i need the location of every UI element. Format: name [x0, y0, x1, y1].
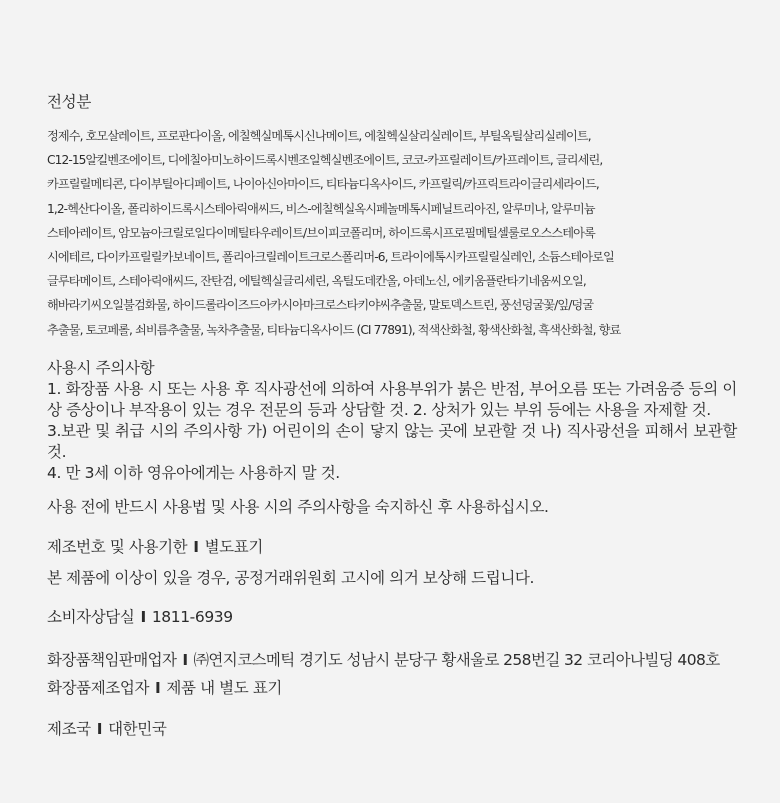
mfg-value: 별도표기: [204, 537, 263, 556]
ingredients-line: 카프릴릴메티콘, 다이부틸아디페이트, 나이아신아마이드, 티타늄디옥사이드, 카프릴릭/카프릭트라이글리세라이드,: [47, 177, 599, 192]
ingredients-line: 해바라기씨오일불검화물, 하이드롤라이즈드아카시아마크로스타키야씨추출물, 말토덱스트린, 풍선덩굴꽃/잎/덩굴: [47, 298, 594, 313]
consumer-phone: 1811-6939: [151, 607, 233, 626]
seller-label: 화장품책임판매업자: [47, 650, 177, 669]
country-of-origin: [47, 719, 766, 740]
ingredients-line: 스테아레이트, 암모늄아크릴로일다이메틸타우레이트/브이피코폴리머, 하이드록시프로필메틸셀룰로오스스테아록: [47, 225, 595, 240]
usage-notice: 사용 전에 반드시 사용법 및 사용 시의 주의사항을 숙지하신 후 사용하십시오.: [47, 497, 549, 516]
caution-title: 사용시 주의사항: [47, 358, 155, 377]
mfg-label: 제조번호 및 사용기한: [47, 537, 188, 556]
ingredients-line: C12-15알킬벤조에이트, 디에칠아미노하이드록시벤조일헥실벤조에이트, 코코-카프릴레이트/카프레이트, 글리세린,: [47, 153, 603, 168]
separator: I: [140, 607, 146, 626]
separator: I: [96, 719, 103, 738]
origin-label: 제조국: [47, 719, 91, 738]
mfg-number-expiry: [47, 537, 766, 558]
separator: I: [182, 650, 188, 669]
ingredients-line: 글루타메이트, 스테아릭애씨드, 잔탄검, 에틸헥실글리세린, 옥틸도데칸올, 아데노신, 에키움플란타기네움씨오일,: [47, 274, 586, 289]
ingredients-line: 시에테르, 다이카프릴릴카보네이트, 폴리아크릴레이트크로스폴리머-6, 트라이에톡시카프릴릴실레인, 소듐스테아로일: [47, 249, 614, 264]
manufacturer: [47, 678, 766, 698]
seller-value: ㈜연지코스메틱 경기도 성남시 분당구 황새울로 258번길 32 코리아나빌딩 408호: [193, 650, 720, 669]
caution-item: 1. 화장품 사용 시 또는 사용 후 직사광선에 의하여 사용부위가 붉은 반점, 부어오름 또는 가려움증 등의 이상 증상이나 부작용이 있는 경우 전문의 등과 상담할 것. 2. 상처가 있는 부위 등에는 사용을 자제할 것.: [47, 379, 737, 419]
ingredients-line: 정제수, 호모살레이트, 프로판다이올, 에칠헥실메톡시신나메이트, 에칠헥실살리실레이트, 부틸옥틸살리실레이트,: [47, 129, 591, 143]
maker-label: 화장품제조업자: [47, 678, 150, 697]
origin-value: 대한민국: [108, 719, 167, 738]
consumer-center-label: 소비자상담실: [47, 607, 135, 626]
maker-value: 제품 내 별도 표기: [166, 678, 282, 697]
responsible-seller: [47, 650, 747, 670]
consumer-center: [47, 607, 766, 628]
separator: I: [155, 678, 161, 697]
ingredients-title: 전성분: [47, 93, 92, 111]
caution-item: 4. 만 3세 이하 영유아에게는 사용하지 말 것.: [47, 463, 340, 482]
ingredients-line: 1,2-헥산다이올, 폴리하이드록시스테아릭애씨드, 비스-에칠헥실옥시페놀메톡시페닐트리아진, 알루미나, 알루미늄: [47, 201, 595, 216]
ingredients-line: 추출물, 토코페롤, 쇠비름추출물, 녹차추출물, 티타늄디옥사이드 (CI 77891), 적색산화철, 황색산화철, 흑색산화철, 향료: [47, 322, 621, 337]
ingredients-list: [47, 124, 766, 342]
caution-list: [47, 379, 737, 484]
compensation-notice: 본 제품에 이상이 있을 경우, 공정거래위원회 고시에 의거 보상해 드립니다.: [47, 568, 534, 587]
caution-item: 3.보관 및 취급 시의 주의사항 가) 어린이의 손이 닿지 않는 곳에 보관할 것 나) 직사광선을 피해서 보관할 것.: [47, 421, 737, 461]
separator: I: [193, 537, 199, 556]
